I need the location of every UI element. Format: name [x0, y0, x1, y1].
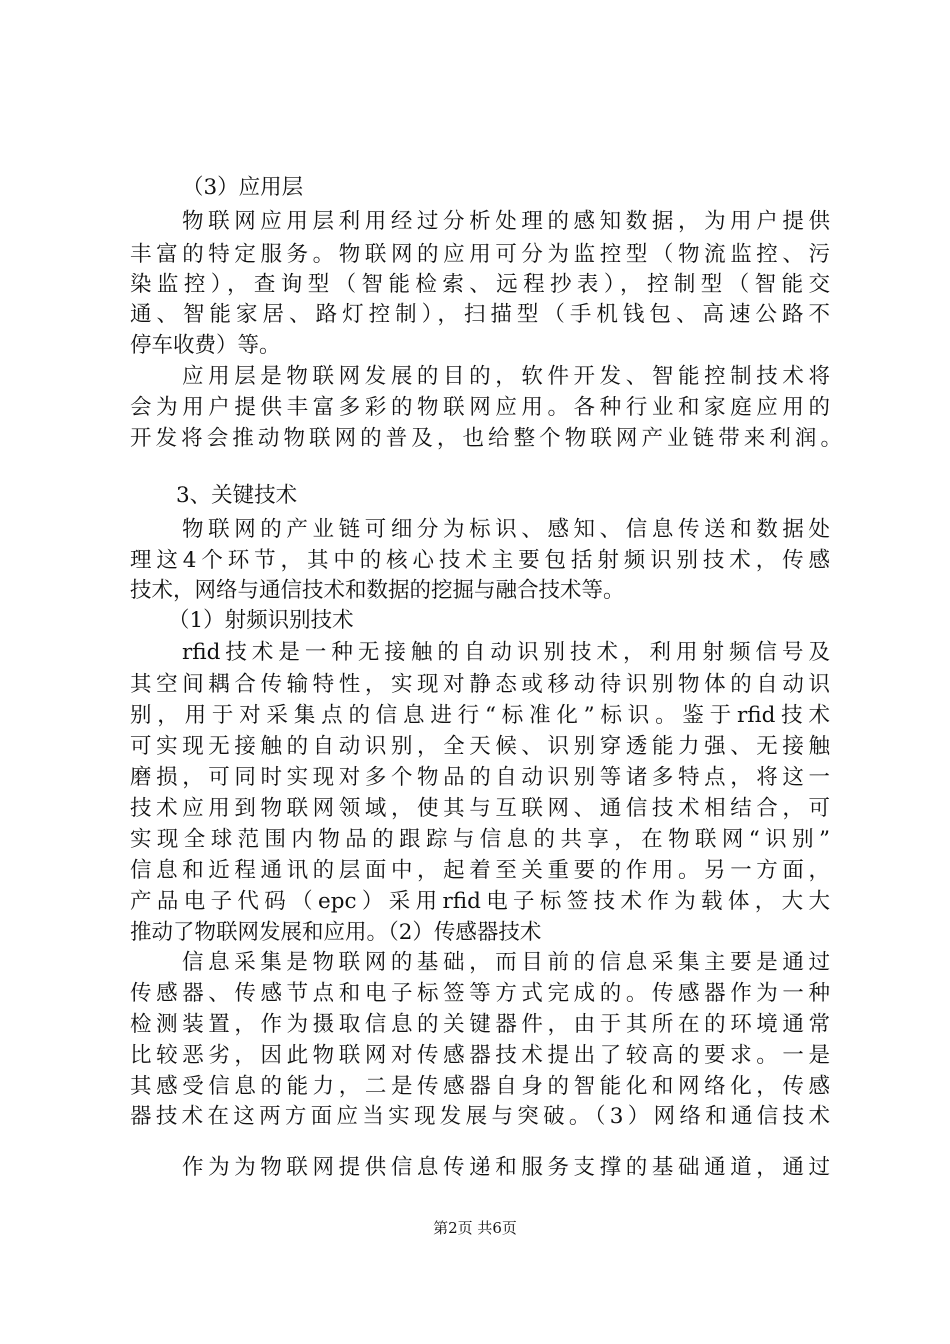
paragraph-line: 磨损，可同时实现对多个物品的自动识别等诸多特点，将这一 [130, 765, 830, 790]
paragraph-line: 比较恶劣，因此物联网对传感器技术提出了较高的要求。一是 [130, 1043, 830, 1068]
page-footer: 第2页 共6页 [433, 1219, 517, 1237]
paragraph-line: 物联网的产业链可细分为标识、感知、信息传送和数据处 [182, 517, 830, 542]
paragraph-line: 开发将会推动物联网的普及，也给整个物联网产业链带来利润。 [130, 426, 842, 451]
paragraph-line: 可实现无接触的自动识别，全天候、识别穿透能力强、无接触 [130, 734, 830, 759]
paragraph-line: 技术，网络与通信技术和数据的挖掘与融合技术等。 [130, 578, 625, 603]
paragraph-line: 器技术在这两方面应当实现发展与突破。（3）网络和通信技术 [130, 1104, 830, 1129]
heading-rfid: （1）射频识别技术 [168, 608, 354, 633]
paragraph-line: 应用层是物联网发展的目的，软件开发、智能控制技术将 [182, 364, 830, 389]
paragraph-line: 作为为物联网提供信息传递和服务支撑的基础通道，通过 [182, 1155, 830, 1180]
paragraph-line: 停车收费）等。 [130, 333, 281, 358]
paragraph-line: 实现全球范围内物品的跟踪与信息的共享，在物联网“识别” [130, 827, 830, 852]
paragraph-line: 产品电子代码（epc）采用rfid电子标签技术作为载体，大大 [130, 889, 830, 914]
paragraph-line: 技术应用到物联网领域，使其与互联网、通信技术相结合，可 [130, 796, 830, 821]
paragraph-line: 染监控），查询型（智能检索、远程抄表），控制型（智能交 [130, 272, 830, 297]
paragraph-line: 推动了物联网发展和应用。（2）传感器技术 [130, 920, 542, 945]
heading-application-layer: （3）应用层 [182, 175, 304, 200]
paragraph-line: 丰富的特定服务。物联网的应用可分为监控型（物流监控、污 [130, 242, 830, 267]
paragraph-line: 信息和近程通讯的层面中，起着至关重要的作用。另一方面， [130, 858, 830, 883]
paragraph-line: 其空间耦合传输特性，实现对静态或移动待识别物体的自动识 [130, 672, 830, 697]
paragraph-line: 通、智能家居、路灯控制），扫描型（手机钱包、高速公路不 [130, 302, 830, 327]
paragraph-line: 理这4个环节，其中的核心技术主要包括射频识别技术，传感 [130, 548, 830, 573]
paragraph-line: 别，用于对采集点的信息进行“标准化”标识。鉴于rfid技术 [130, 703, 830, 728]
paragraph-line: 会为用户提供丰富多彩的物联网应用。各种行业和家庭应用的 [130, 395, 830, 420]
paragraph-line: rfid技术是一种无接触的自动识别技术，利用射频信号及 [182, 640, 830, 665]
heading-key-technology: 3、关键技术 [176, 483, 298, 508]
paragraph-line: 其感受信息的能力，二是传感器自身的智能化和网络化，传感 [130, 1074, 830, 1099]
paragraph-line: 物联网应用层利用经过分析处理的感知数据，为用户提供 [182, 209, 830, 234]
paragraph-line: 传感器、传感节点和电子标签等方式完成的。传感器作为一种 [130, 981, 830, 1006]
paragraph-line: 信息采集是物联网的基础，而目前的信息采集主要是通过 [182, 950, 830, 975]
paragraph-line: 检测装置，作为摄取信息的关键器件，由于其所在的环境通常 [130, 1012, 830, 1037]
